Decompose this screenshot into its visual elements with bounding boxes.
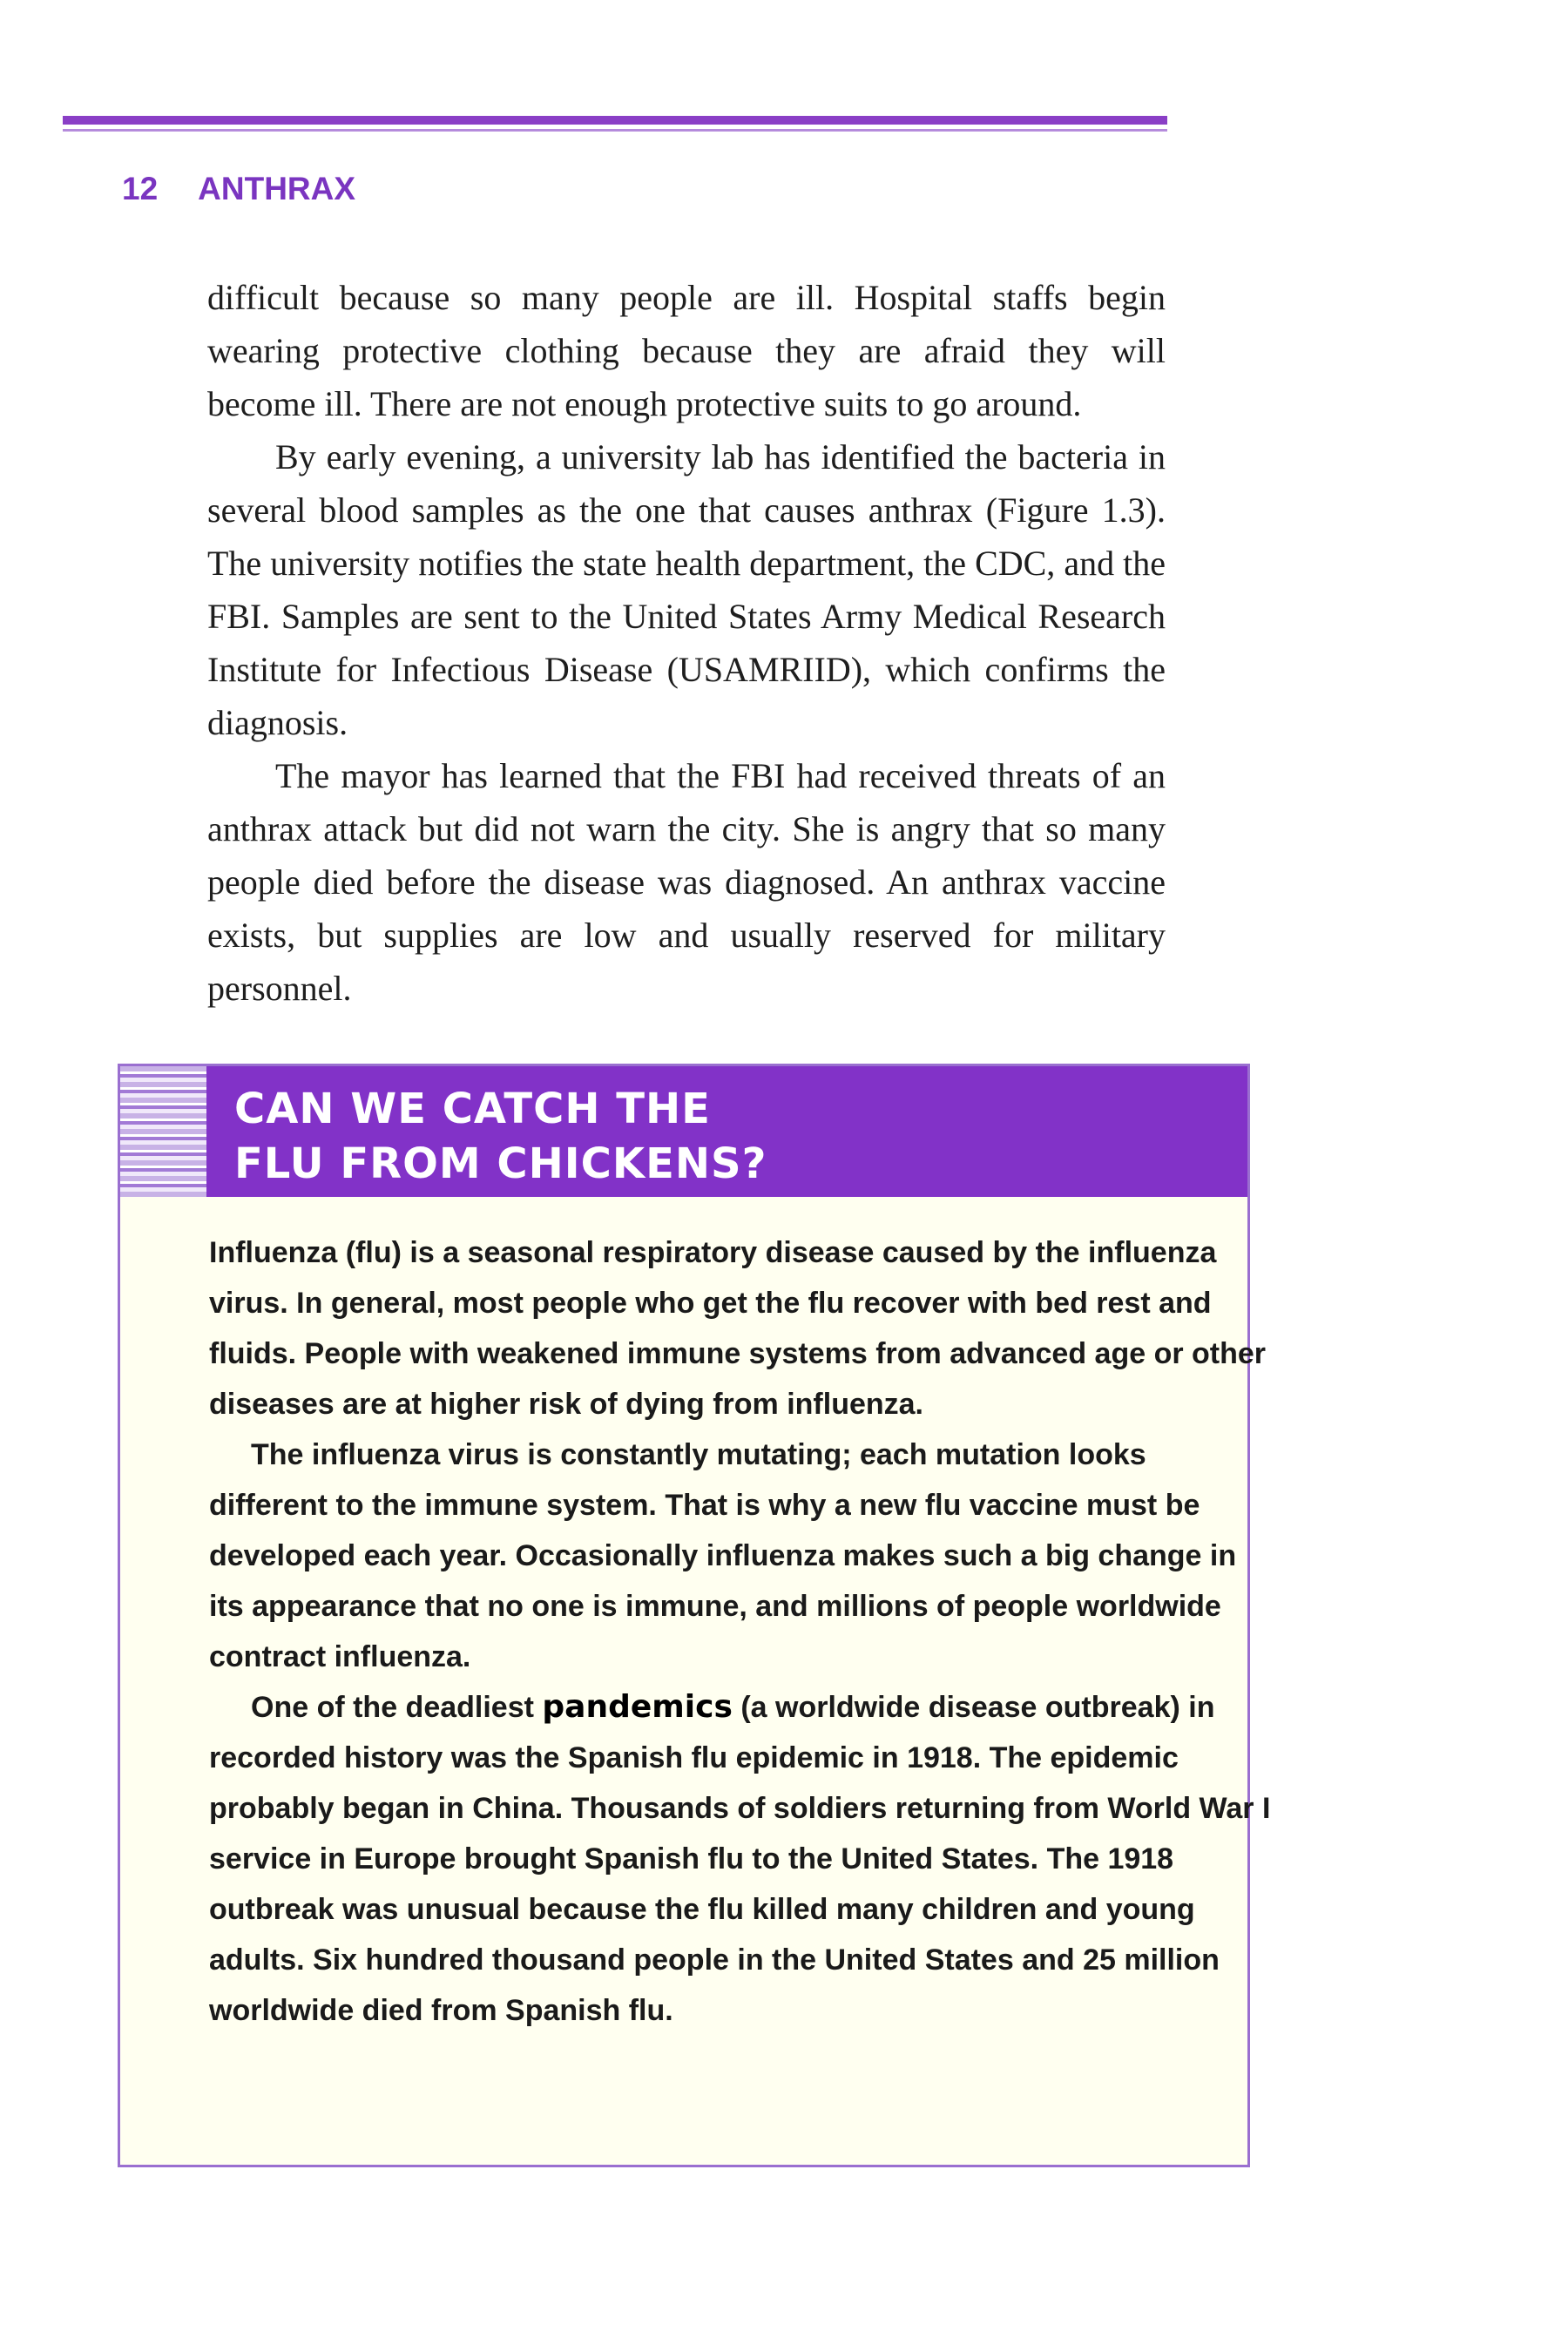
sidebar-body (209, 1227, 1272, 2036)
book-title: ANTHRAX (198, 171, 356, 206)
page-number: 12 (122, 171, 159, 206)
glossary-term: pandemics (542, 1689, 733, 1725)
sidebar-title-line: CAN WE CATCH THE (234, 1085, 711, 1133)
body-paragraph: The mayor has learned that the FBI had received threats of an anthrax attack but did not warn the city. She is angry that so many people died before the disease was diagnosed. An anthrax vaccine exists, but supplies are low and usually reserved for military personnel. (207, 756, 1166, 1008)
sidebar-paragraph: Influenza (flu) is a seasonal respiratory disease caused by the influenza virus. In general, most people who get the flu recover with bed rest and fluids. People with weakened immune systems from advanced age or other diseases are at higher risk of dying from influenza. (209, 1236, 1267, 1421)
top-rule (63, 116, 1167, 132)
sidebar-paragraph-lead: One of the deadliest (251, 1691, 543, 1724)
sidebar-stripe-decoration (120, 1066, 206, 1197)
sidebar-paragraph-rest: (a worldwide disease outbreak) in recorded history was the Spanish flu epidemic in 1918. The epidemic probably began in China. Thousands of soldiers returning from World War I service in Europe brought Spanish flu to the United States. The 1918 outbreak was unusual because the flu killed many children and young adults. Six hundred thousand people in the United States and 25 million worldwide died from Spanish flu. (209, 1691, 1271, 2027)
sidebar-title (206, 1066, 1247, 1197)
body-paragraph: difficult because so many people are ill. Hospital staffs begin wearing protective clothing because they are afraid they will become ill. There are not enough protective suits to go around. (207, 278, 1166, 423)
running-head (122, 171, 355, 207)
sidebar-paragraph (209, 1682, 1272, 2036)
sidebar-title-line: FLU FROM CHICKENS? (234, 1139, 767, 1188)
sidebar-paragraph: The influenza virus is constantly mutating; each mutation looks different to the immune system. That is why a new flu vaccine must be developed each year. Occasionally influenza makes such a big change in its appearance that no one is immune, and millions of people worldwide contract influenza. (209, 1438, 1237, 1673)
body-paragraph: By early evening, a university lab has identified the bacteria in several blood samples as the one that causes anthrax (Figure 1.3). The university notifies the state health department, the CDC, and the FBI. Samples are sent to the United States Army Medical Research Institute for Infectious Disease (USAMRIID), which confirms the diagnosis. (207, 437, 1166, 742)
main-text (207, 271, 1166, 1015)
sidebar-box (118, 1064, 1271, 2167)
